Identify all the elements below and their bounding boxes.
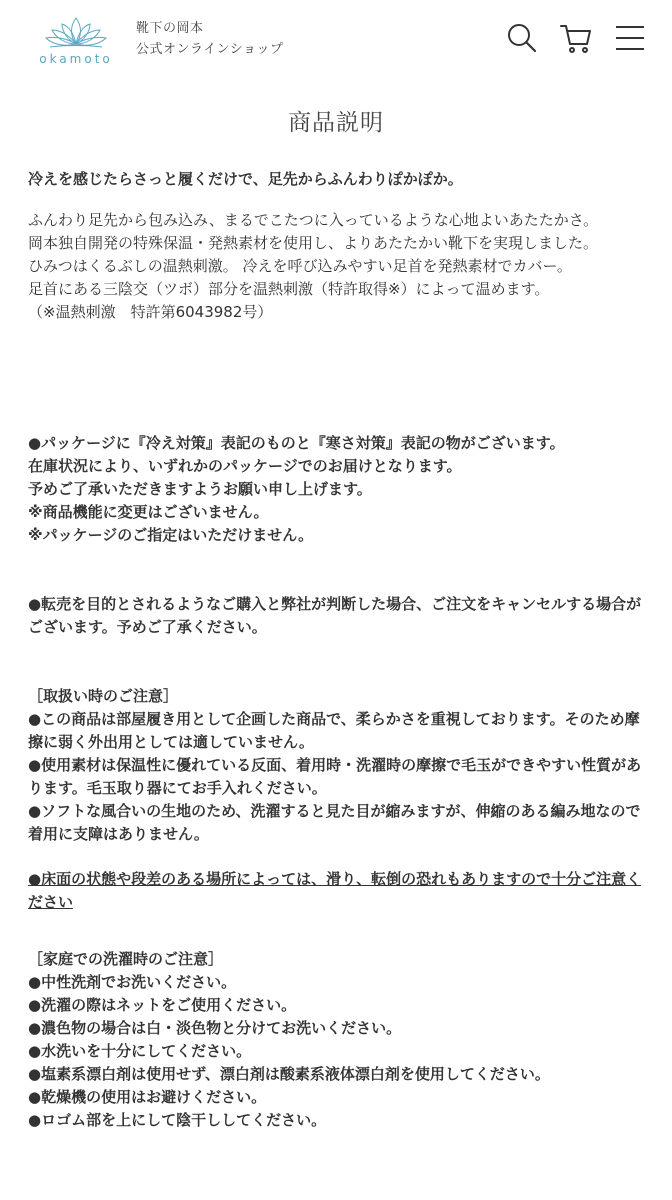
product-description xyxy=(28,168,648,1132)
intro-line: （※温熱刺激 特許第6043982号） xyxy=(28,303,273,321)
slip-warning: ●床面の状態や段差のある場所によっては、滑り、転倒の恐れもありますので十分ご注意ください xyxy=(28,870,642,911)
site-header xyxy=(0,0,672,82)
washing-heading: ［家庭での洗濯時のご注意］ xyxy=(28,950,224,968)
intro-headline: 冷えを感じたらさっと履くだけで、足先からふんわりぽかぽか。 xyxy=(28,170,463,188)
logo-text: okamoto xyxy=(39,52,113,66)
page-title: 商品説明 xyxy=(288,110,384,136)
package-note: 在庫状況により、いずれかのパッケージでのお届けとなります。 xyxy=(28,457,462,475)
intro-line: 足首にある三陰交（ツボ）部分を温熱刺激（特許取得※）によって温めます。 xyxy=(28,280,550,298)
intro-line: 岡本独自開発の特殊保温・発熱素材を使用し、よりあたたかい靴下を実現しました。 xyxy=(28,234,599,252)
shop-name-line1: 靴下の岡本 xyxy=(136,21,204,36)
resale-note: ●転売を目的とされるようなご購入と弊社が判断した場合、ご注文をキャンセルする場合がございます。予めご了承ください。 xyxy=(28,595,642,636)
shop-name xyxy=(136,18,284,60)
washing-item: ●乾燥機の使用はお避けください。 xyxy=(28,1088,267,1106)
search-button[interactable] xyxy=(504,20,540,56)
washing-item: ●水洗いを十分にしてください。 xyxy=(28,1042,252,1060)
handling-heading: ［取扱い時のご注意］ xyxy=(28,687,179,705)
washing-item: ●中性洗剤でお洗いください。 xyxy=(28,973,237,991)
intro-line: ふんわり足先から包み込み、まるでこたつに入っているような心地よいあたたかさ。 xyxy=(28,211,599,229)
menu-button[interactable] xyxy=(612,20,648,56)
package-note: ●パッケージに『冷え対策』表記のものと『寒さ対策』表記の物がございます。 xyxy=(28,434,565,452)
okamoto-logo[interactable] xyxy=(24,14,128,70)
handling-item: ●使用素材は保温性に優れている反面、着用時・洗濯時の摩擦で毛玉ができやすい性質があります。毛玉取り器にてお手入れください。 xyxy=(28,756,642,797)
lotus-logo-icon xyxy=(44,14,108,48)
cart-icon xyxy=(558,20,594,56)
handling-item: ●ソフトな風合いの生地のため、洗濯すると見た目が縮みますが、伸縮のある編み地なので着用に支障はありません。 xyxy=(28,802,641,843)
search-icon xyxy=(504,20,540,56)
washing-item: ●ロゴム部を上にして陰干ししてください。 xyxy=(28,1111,327,1129)
washing-item: ●洗濯の際はネットをご使用ください。 xyxy=(28,996,297,1014)
intro-line: ひみつはくるぶしの温熱刺激。 冷えを呼び込みやすい足首を発熱素材でカバー。 xyxy=(28,257,572,275)
cart-button[interactable] xyxy=(558,20,594,56)
washing-item: ●塩素系漂白剤は使用せず、漂白剤は酸素系液体漂白剤を使用してください。 xyxy=(28,1065,550,1083)
handling-item: ●この商品は部屋履き用として企画した商品で、柔らかさを重視しております。そのため摩擦に弱く外出用としては適していません。 xyxy=(28,710,640,751)
package-note: ※商品機能に変更はございません。 xyxy=(28,503,269,521)
hamburger-menu-icon xyxy=(612,20,648,56)
package-note: 予めご了承いただきますようお願い申し上げます。 xyxy=(28,480,372,498)
shop-name-line2: 公式オンラインショップ xyxy=(136,42,284,57)
washing-item: ●濃色物の場合は白・淡色物と分けてお洗いください。 xyxy=(28,1019,402,1037)
package-note: ※パッケージのご指定はいただけません。 xyxy=(28,526,314,544)
